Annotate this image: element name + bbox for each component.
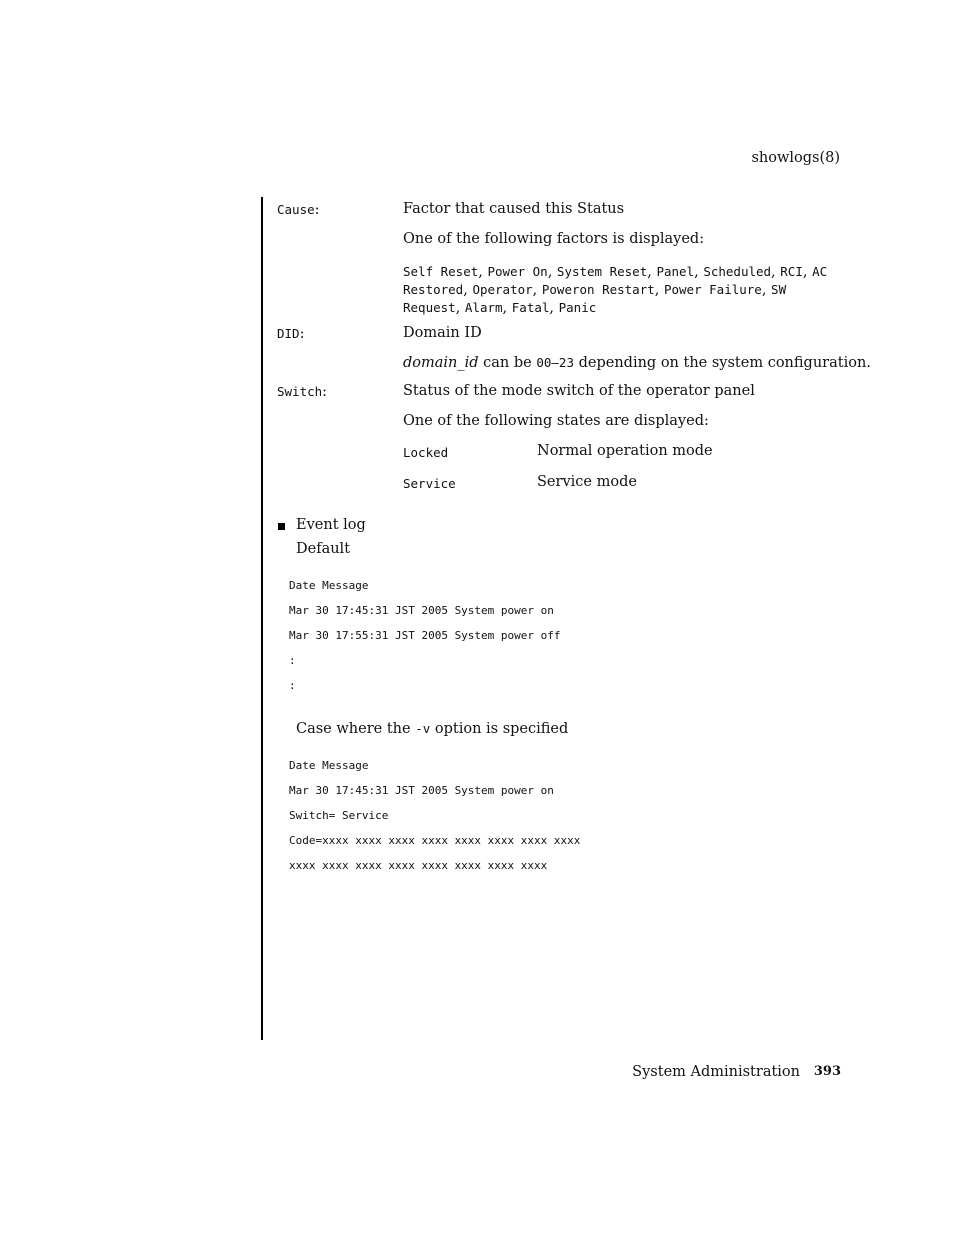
bullet-square-icon: [278, 523, 285, 530]
did-note: domain_id can be 00–23 depending on the system configuration.: [403, 355, 871, 371]
cause-factor: Alarm: [464, 300, 503, 315]
domain-id-variable: domain_id: [403, 355, 479, 371]
cause-factor: Panel: [656, 264, 695, 279]
running-header: showlogs(8): [751, 150, 840, 166]
code-line: Mar 30 17:55:31 JST 2005 System power off: [289, 629, 561, 642]
state-meaning-service: Service mode: [537, 474, 637, 490]
factor-separator: ,: [547, 264, 557, 280]
cause-factor: Fatal: [511, 300, 550, 315]
cause-description: Factor that caused this Status: [403, 201, 625, 217]
cause-factor: AC Restored: [403, 264, 828, 297]
code-line: :: [289, 679, 296, 692]
state-name-service: Service: [403, 476, 456, 491]
factor-separator: ,: [463, 282, 473, 298]
code-line: Date Message: [289, 579, 369, 592]
cause-factor-list: [403, 263, 843, 317]
code-line: :: [289, 654, 296, 667]
cause-factor: Power Failure: [663, 282, 762, 297]
term-cause: Cause:: [277, 202, 320, 218]
cause-intro: One of the following factors is displayed:: [403, 231, 705, 247]
code-line: Mar 30 17:45:31 JST 2005 System power on: [289, 784, 554, 797]
cause-factor: Panic: [558, 300, 597, 315]
domain-id-range: 00–23: [536, 355, 574, 370]
code-line: Code=xxxx xxxx xxxx xxxx xxxx xxxx xxxx xxxx: [289, 834, 581, 847]
factor-separator: ,: [647, 264, 657, 280]
state-meaning-locked: Normal operation mode: [537, 443, 713, 459]
cause-factor: Self Reset: [403, 264, 479, 279]
code-line: xxxx xxxx xxxx xxxx xxxx xxxx xxxx xxxx: [289, 859, 548, 872]
factor-separator: ,: [761, 282, 772, 298]
term-did: DID:: [277, 326, 305, 342]
factor-separator: ,: [694, 264, 704, 280]
factor-separator: ,: [502, 300, 512, 316]
verbose-label: Case where the -v option is specified: [296, 721, 569, 737]
factor-separator: ,: [478, 264, 488, 280]
cause-factor: Operator: [472, 282, 533, 297]
factor-separator: ,: [802, 264, 813, 280]
factor-separator: ,: [771, 264, 781, 280]
code-line: Switch= Service: [289, 809, 389, 822]
code-line: Mar 30 17:45:31 JST 2005 System power on: [289, 604, 554, 617]
page-number: 393: [813, 1064, 841, 1079]
factor-separator: ,: [532, 282, 542, 298]
cause-factor: Scheduled: [703, 264, 772, 279]
cause-factor: SW Request: [403, 282, 787, 315]
factor-separator: ,: [654, 282, 664, 298]
code-line: Date Message: [289, 759, 369, 772]
cause-factor: System Reset: [556, 264, 648, 279]
option-v: -v: [415, 721, 431, 736]
footer-section-title: System Administration: [632, 1064, 800, 1080]
did-description: Domain ID: [403, 325, 482, 341]
default-label: Default: [296, 541, 351, 557]
cause-factor: Power On: [487, 264, 548, 279]
switch-intro: One of the following states are displayed:: [403, 413, 709, 429]
switch-description: Status of the mode switch of the operator panel: [403, 383, 755, 399]
factor-separator: ,: [549, 300, 559, 316]
state-name-locked: Locked: [403, 445, 449, 460]
cause-factor: Poweron Restart: [541, 282, 655, 297]
margin-rule: [261, 197, 263, 1040]
event-log-heading: Event log: [296, 517, 366, 533]
term-switch: Switch:: [277, 384, 328, 400]
cause-factor: RCI: [780, 264, 803, 279]
factor-separator: ,: [455, 300, 465, 316]
